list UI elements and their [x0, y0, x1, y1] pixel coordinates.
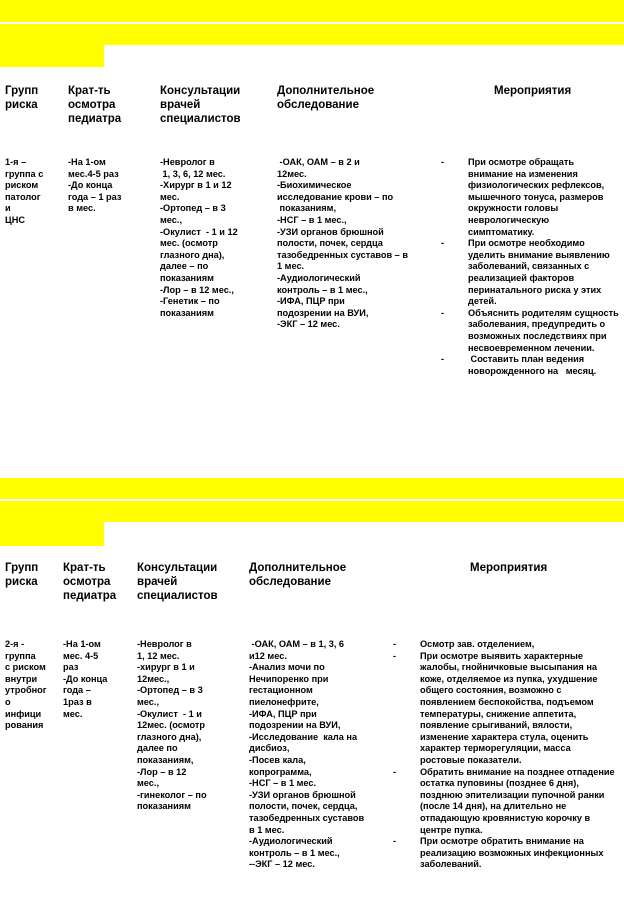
measures-line: При осмотре необходимо [468, 238, 585, 249]
bullet-dash: - [441, 307, 445, 318]
text-line: -Аудиологический [277, 272, 361, 283]
t1-consultations [160, 157, 238, 319]
text-line: Групп [5, 85, 39, 97]
text-line: -УЗИ органов брюшной [277, 226, 384, 237]
text-line: мес. [160, 191, 180, 202]
text-line: 1-я – [5, 157, 27, 167]
text-line: обследование [277, 99, 359, 111]
t1-measures [441, 157, 619, 377]
measures-line: Обратить внимание на позднее отпадение [420, 766, 615, 777]
text-line: -Аудиологический [249, 836, 333, 847]
text-line: -ИФА, ПЦР при [249, 708, 317, 719]
measures-line: реализацию возможных инфекционных [420, 847, 604, 858]
text-line: -До конца [63, 673, 108, 684]
text-line: 12мес. (осмотр [137, 720, 206, 731]
text-line: -Окулист - 1 и [137, 708, 202, 719]
measures-line: При осмотре обращать [468, 157, 574, 167]
text-line: подозрении на ВУИ, [249, 720, 341, 731]
measures-line: При осмотре обратить внимание на [420, 836, 584, 847]
text-line: риска [5, 576, 38, 588]
text-line: обследование [249, 576, 331, 588]
measures-item [393, 836, 615, 871]
measures-line: жалобы, гнойничковые высыпания на [420, 662, 597, 673]
highlight-tab-1 [0, 45, 104, 67]
t1-header-consultations [160, 84, 241, 126]
text-line: Групп [5, 562, 39, 574]
text-line: подозрении на ВУИ, [277, 307, 369, 318]
text-line: тазобедренных суставов – в [277, 249, 408, 260]
highlight-tab-2 [0, 522, 104, 546]
text-line: специалистов [137, 590, 218, 602]
bullet-dash: - [393, 836, 397, 847]
measures-item [441, 238, 619, 308]
text-line: риском [5, 180, 39, 191]
text-line: показаниям, [277, 203, 336, 214]
text-line: инфици [5, 708, 42, 719]
text-line: -Генетик – по [160, 296, 220, 307]
text-line: группа [5, 650, 36, 661]
highlight-band-1 [0, 0, 624, 22]
measures-list [441, 157, 619, 377]
measures-line: остатка пуповины (позднее 6 дня), [420, 778, 579, 789]
text-line: мес., [137, 696, 159, 707]
text-line: -На 1-ом [63, 639, 101, 649]
measures-item [393, 639, 615, 651]
text-line: мес. (осмотр [160, 238, 218, 249]
text-line: -НСГ – в 1 мес., [277, 214, 347, 225]
text-line: врачей [160, 99, 201, 111]
measures-list [393, 639, 615, 871]
highlight-band-2 [0, 24, 624, 45]
text-line: показаниям [160, 272, 214, 283]
text-line: риска [5, 99, 38, 111]
t2-exams [249, 639, 364, 871]
t1-header-frequency [68, 84, 121, 126]
bullet-dash: - [393, 766, 397, 777]
measures-line: заболеваний. [420, 859, 482, 870]
measures-line: позднюю эпителизации пупочной ранки [420, 789, 605, 800]
text-line: -ОАК, ОАМ – в 1, 3, 6 [249, 639, 345, 649]
t2-header-measures [470, 561, 547, 575]
measures-line: характер терморегуляции, масса [420, 743, 571, 754]
measures-line: внимание на изменения [468, 168, 578, 179]
t1-risk-group [5, 157, 43, 227]
text-line: в мес. [68, 203, 96, 214]
text-line: -Биохимическое [277, 180, 352, 191]
text-line: Мероприятия [494, 85, 572, 97]
text-line: года – [63, 685, 91, 696]
text-line: пиелонефрите, [249, 696, 319, 707]
text-line: -ИФА, ПЦР при [277, 296, 345, 307]
text-line: тазобедренных суставов [249, 812, 365, 823]
t1-header-measures [494, 84, 571, 98]
t2-header-frequency [63, 561, 116, 603]
text-line: далее по [137, 743, 178, 754]
measures-line: уделить внимание выявлению [468, 249, 610, 260]
text-line: 1 мес. [277, 261, 305, 272]
text-line: года – 1 раз [68, 191, 122, 202]
text-line: мес., [137, 778, 159, 789]
measures-item [441, 157, 619, 238]
text-line: врачей [137, 576, 178, 588]
text-line: мес., [160, 214, 182, 225]
text-line: патолог [5, 191, 41, 202]
measures-line: Составить план ведения [468, 354, 585, 365]
t2-measures [393, 639, 615, 871]
measures-item [393, 767, 615, 837]
text-line: Консультации [137, 562, 218, 574]
bullet-dash: - [441, 238, 445, 249]
text-line: -Анализ мочи по [249, 662, 325, 673]
text-line: Крат-ть [63, 562, 106, 574]
text-line: -ЭКГ – 12 мес. [277, 319, 340, 330]
text-line: -ОАК, ОАМ – в 2 и [277, 157, 360, 167]
text-line: Дополнительное [249, 562, 347, 574]
measures-line: окружности головы [468, 203, 559, 214]
text-line: 12мес., [137, 673, 170, 684]
measures-line: температуры, снижение аппетита, [420, 708, 577, 719]
t2-header-consultations [137, 561, 218, 603]
text-line: Нечипоренко при [249, 673, 329, 684]
text-line: -Лор – в 12 мес., [160, 284, 234, 295]
t1-frequency [68, 157, 121, 215]
measures-line: появление срыгиваний, вялости, [420, 720, 573, 731]
measures-line: симптоматику. [468, 226, 535, 237]
text-line: и [5, 203, 11, 214]
text-line: в 1 мес. [249, 824, 285, 835]
t2-header-exams [249, 561, 346, 589]
text-line: и12 мес. [249, 650, 287, 661]
text-line: -Невролог в [160, 157, 215, 167]
t2-risk-group [5, 639, 47, 732]
highlight-band-4 [0, 501, 624, 522]
text-line: далее – по [160, 261, 209, 272]
t1-header-risk-group [5, 84, 38, 112]
t1-exams [277, 157, 408, 331]
text-line: 2-я - [5, 639, 25, 649]
text-line: группа с [5, 168, 44, 179]
text-line: контроль – в 1 мес., [249, 847, 340, 858]
measures-line: несвоевременном лечении. [468, 342, 595, 353]
t2-header-risk-group [5, 561, 38, 589]
measures-line: коже, отделяемое из пупка, ухудшение [420, 673, 598, 684]
text-line: раз [63, 662, 79, 673]
measures-line: Объяснить родителям сущность [468, 307, 619, 318]
text-line: исследование крови – по [277, 191, 394, 202]
text-line: -Ортопед – в 3 [137, 685, 203, 696]
measures-line: появлением беспокойства, подъемом [420, 696, 594, 707]
text-line: -Хирург в 1 и 12 [160, 180, 232, 191]
text-line: осмотра [63, 576, 111, 588]
measures-line: детей. [468, 296, 497, 307]
text-line: Крат-ть [68, 85, 111, 97]
text-line: -Невролог в [137, 639, 192, 649]
text-line: показаниям [160, 307, 214, 318]
text-line: Мероприятия [470, 562, 548, 574]
measures-line: неврологическую [468, 214, 550, 225]
text-line: -Посев кала, [249, 754, 306, 765]
text-line: -УЗИ органов брюшной [249, 789, 356, 800]
measures-line: (после 14 дня), на длительно не [420, 801, 567, 812]
text-line: педиатра [63, 590, 117, 602]
text-line: -НСГ – в 1 мес. [249, 778, 317, 789]
text-line: дисбиоз, [249, 743, 290, 754]
text-line: -Лор – в 12 [137, 766, 187, 777]
measures-line: перинатального риска у этих [468, 284, 602, 295]
bullet-dash: - [441, 354, 445, 365]
measures-line: Осмотр зав. отделением, [420, 639, 535, 649]
text-line: Дополнительное [277, 85, 375, 97]
text-line: 1раз в [63, 696, 92, 707]
text-line: контроль – в 1 мес., [277, 284, 368, 295]
text-line: показаниям [137, 801, 191, 812]
measures-line: изменение характера стула, оценить [420, 731, 589, 742]
measures-line: заболеваний, связанных с [468, 261, 590, 272]
text-line: рования [5, 720, 44, 731]
measures-item [441, 354, 619, 377]
bullet-dash: - [441, 157, 445, 167]
t1-header-exams [277, 84, 374, 112]
text-line: 1, 3, 6, 12 мес. [160, 168, 226, 179]
text-line: утробног [5, 685, 47, 696]
text-line: ЦНС [5, 214, 25, 225]
measures-item [393, 651, 615, 767]
measures-line: центре пупка. [420, 824, 483, 835]
measures-line: реализацией факторов [468, 272, 575, 283]
text-line: мес. 4-5 [63, 650, 99, 661]
measures-item [441, 308, 619, 354]
text-line: внутри [5, 673, 38, 684]
bullet-dash: - [393, 650, 397, 661]
text-line: педиатра [68, 113, 122, 125]
measures-line: заболевания, предупредить о [468, 319, 606, 330]
text-line: -гинеколог – по [137, 789, 207, 800]
text-line: -До конца [68, 180, 113, 191]
measures-line: возможных последствиях при [468, 330, 607, 341]
t2-frequency [63, 639, 107, 720]
measures-line: новорожденного на месяц. [468, 365, 597, 376]
text-line: --ЭКГ – 12 мес. [249, 859, 315, 870]
text-line: о [5, 696, 11, 707]
text-line: глазного дна), [160, 249, 225, 260]
text-line: специалистов [160, 113, 241, 125]
text-line: мес.4-5 раз [68, 168, 119, 179]
text-line: -На 1-ом [68, 157, 106, 167]
measures-line: мышечного тонуса, размеров [468, 191, 604, 202]
text-line: осмотра [68, 99, 116, 111]
text-line: -Ортопед – в 3 [160, 203, 226, 214]
text-line: с риском [5, 662, 46, 673]
measures-line: физиологических рефлексов, [468, 180, 605, 191]
text-line: гестационном [249, 685, 313, 696]
highlight-band-3 [0, 478, 624, 499]
text-line: полости, почек, сердца, [249, 801, 358, 812]
text-line: глазного дна), [137, 731, 202, 742]
bullet-dash: - [393, 639, 397, 649]
text-line: копрограмма, [249, 766, 312, 777]
measures-line: При осмотре выявить характерные [420, 650, 583, 661]
text-line: мес. [63, 708, 83, 719]
text-line: -Окулист - 1 и 12 [160, 226, 238, 237]
measures-line: ростовые показатели. [420, 754, 522, 765]
text-line: 12мес. [277, 168, 307, 179]
text-line: -Исследование кала на [249, 731, 358, 742]
text-line: показаниям, [137, 754, 194, 765]
text-line: полости, почек, сердца [277, 238, 383, 249]
measures-line: общего состояния, возможно с [420, 685, 562, 696]
t2-consultations [137, 639, 207, 813]
text-line: Консультации [160, 85, 241, 97]
text-line: 1, 12 мес. [137, 650, 180, 661]
text-line: -хирург в 1 и [137, 662, 195, 673]
measures-line: отпадающую кровянистую корочку в [420, 812, 591, 823]
